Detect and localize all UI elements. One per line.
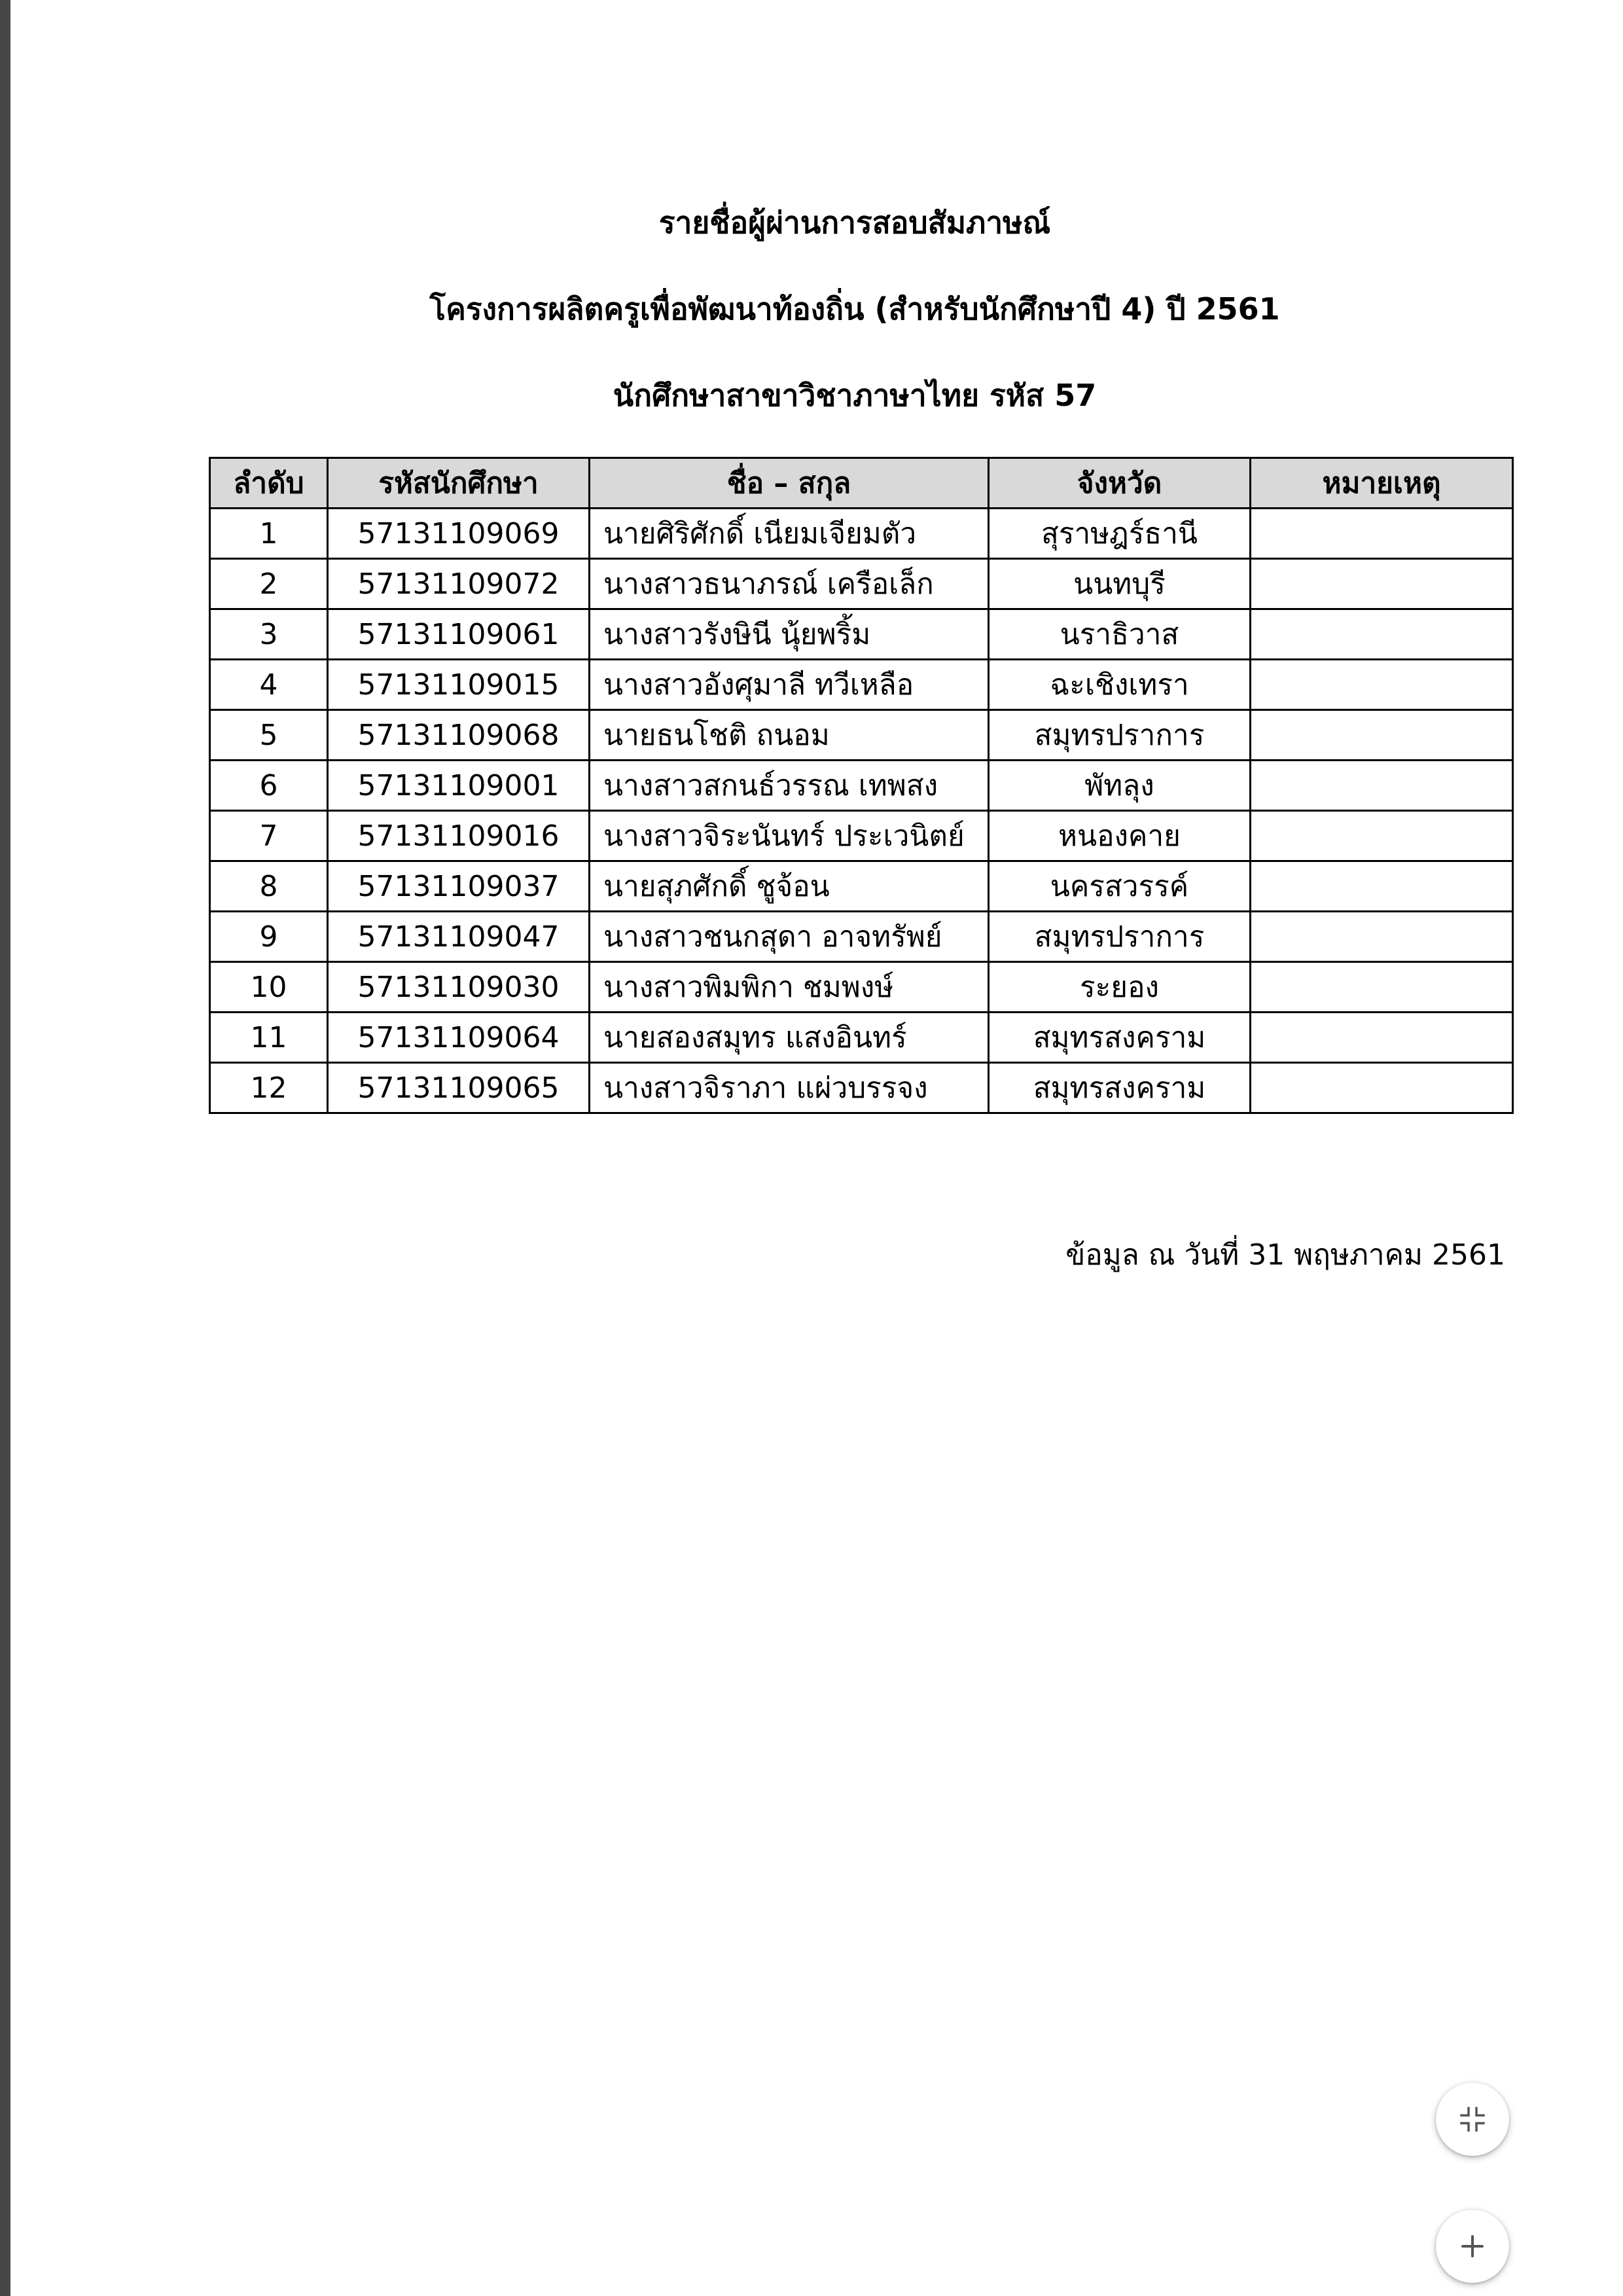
- cell-name: นางสาวธนาภรณ์ เครือเล็ก: [590, 559, 989, 609]
- cell-student-id: 57131109069: [328, 509, 590, 559]
- table-row: [210, 660, 1513, 710]
- cell-student-id: 57131109016: [328, 811, 590, 861]
- cell-student-id: 57131109030: [328, 962, 590, 1013]
- cell-name: นางสาวสกนธ์วรรณ เทพสง: [590, 761, 989, 811]
- cell-no: 8: [210, 861, 328, 912]
- cell-no: 4: [210, 660, 328, 710]
- document-program-line: นักศึกษาสาขาวิชาภาษาไทย รหัส 57: [613, 378, 1097, 413]
- cell-no: 6: [210, 761, 328, 811]
- cell-name: นางสาวจิระนันทร์ ประเวนิตย์: [590, 811, 989, 861]
- cell-remark: [1251, 609, 1513, 660]
- viewer-side-bar: [0, 0, 10, 2296]
- header-province: จังหวัด: [989, 458, 1251, 509]
- header-no: ลำดับ: [210, 458, 328, 509]
- table-row: [210, 1063, 1513, 1113]
- collapse-arrows-icon: [1458, 2105, 1487, 2134]
- cell-name: นายสุภศักดิ์ ชูจ้อน: [590, 861, 989, 912]
- table-row: [210, 559, 1513, 609]
- cell-province: นครสวรรค์: [989, 861, 1251, 912]
- cell-remark: [1251, 962, 1513, 1013]
- zoom-in-button[interactable]: [1436, 2210, 1509, 2283]
- cell-province: ระยอง: [989, 962, 1251, 1013]
- cell-remark: [1251, 861, 1513, 912]
- cell-province: สุราษฎร์ธานี: [989, 509, 1251, 559]
- document-title: รายชื่อผู้ผ่านการสอบสัมภาษณ์: [658, 205, 1051, 240]
- cell-no: 10: [210, 962, 328, 1013]
- cell-remark: [1251, 660, 1513, 710]
- table-row: [210, 811, 1513, 861]
- cell-province: สมุทรปราการ: [989, 912, 1251, 962]
- header-student-id: รหัสนักศึกษา: [328, 458, 590, 509]
- cell-name: นางสาวจิราภา แผ่วบรรจง: [590, 1063, 989, 1113]
- cell-student-id: 57131109068: [328, 710, 590, 761]
- cell-name: นางสาวชนกสุดา อาจทรัพย์: [590, 912, 989, 962]
- cell-student-id: 57131109064: [328, 1013, 590, 1063]
- cell-student-id: 57131109061: [328, 609, 590, 660]
- cell-remark: [1251, 761, 1513, 811]
- cell-name: นายธนโชติ ถนอม: [590, 710, 989, 761]
- cell-province: สมุทรสงคราม: [989, 1013, 1251, 1063]
- document-page: [10, 0, 1623, 2296]
- cell-no: 2: [210, 559, 328, 609]
- cell-no: 1: [210, 509, 328, 559]
- table-row: [210, 1013, 1513, 1063]
- cell-remark: [1251, 559, 1513, 609]
- cell-student-id: 57131109065: [328, 1063, 590, 1113]
- cell-province: หนองคาย: [989, 811, 1251, 861]
- table-row: [210, 509, 1513, 559]
- cell-no: 12: [210, 1063, 328, 1113]
- cell-student-id: 57131109072: [328, 559, 590, 609]
- cell-remark: [1251, 1063, 1513, 1113]
- cell-remark: [1251, 1013, 1513, 1063]
- table-row: [210, 861, 1513, 912]
- header-name: ชื่อ – สกุล: [590, 458, 989, 509]
- plus-icon: [1458, 2232, 1487, 2261]
- cell-province: นราธิวาส: [989, 609, 1251, 660]
- cell-name: นางสาวพิมพิกา ชมพงษ์: [590, 962, 989, 1013]
- table-row: [210, 609, 1513, 660]
- cell-province: สมุทรปราการ: [989, 710, 1251, 761]
- document-subtitle: โครงการผลิตครูเพื่อพัฒนาท้องถิ่น (สำหรับนักศึกษาปี 4) ปี 2561: [429, 291, 1280, 327]
- header-remark: หมายเหตุ: [1251, 458, 1513, 509]
- table-row: [210, 962, 1513, 1013]
- collapse-button[interactable]: [1436, 2083, 1509, 2156]
- cell-name: นางสาวรังษินี นุ้ยพริ้ม: [590, 609, 989, 660]
- cell-no: 7: [210, 811, 328, 861]
- cell-student-id: 57131109037: [328, 861, 590, 912]
- cell-remark: [1251, 912, 1513, 962]
- cell-province: นนทบุรี: [989, 559, 1251, 609]
- cell-remark: [1251, 811, 1513, 861]
- cell-province: สมุทรสงคราม: [989, 1063, 1251, 1113]
- roster-table: [209, 457, 1514, 1114]
- data-date-note: ข้อมูล ณ วันที่ 31 พฤษภาคม 2561: [1065, 1238, 1505, 1272]
- cell-no: 11: [210, 1013, 328, 1063]
- cell-remark: [1251, 509, 1513, 559]
- table-row: [210, 761, 1513, 811]
- cell-province: ฉะเชิงเทรา: [989, 660, 1251, 710]
- cell-name: นายสองสมุทร แสงอินทร์: [590, 1013, 989, 1063]
- table-row: [210, 912, 1513, 962]
- cell-no: 9: [210, 912, 328, 962]
- cell-student-id: 57131109001: [328, 761, 590, 811]
- cell-name: นายศิริศักดิ์ เนียมเจียมตัว: [590, 509, 989, 559]
- table-header-row: [210, 458, 1513, 509]
- cell-province: พัทลุง: [989, 761, 1251, 811]
- cell-no: 3: [210, 609, 328, 660]
- cell-student-id: 57131109015: [328, 660, 590, 710]
- cell-no: 5: [210, 710, 328, 761]
- cell-remark: [1251, 710, 1513, 761]
- cell-name: นางสาวอังศุมาลี ทวีเหลือ: [590, 660, 989, 710]
- cell-student-id: 57131109047: [328, 912, 590, 962]
- table-row: [210, 710, 1513, 761]
